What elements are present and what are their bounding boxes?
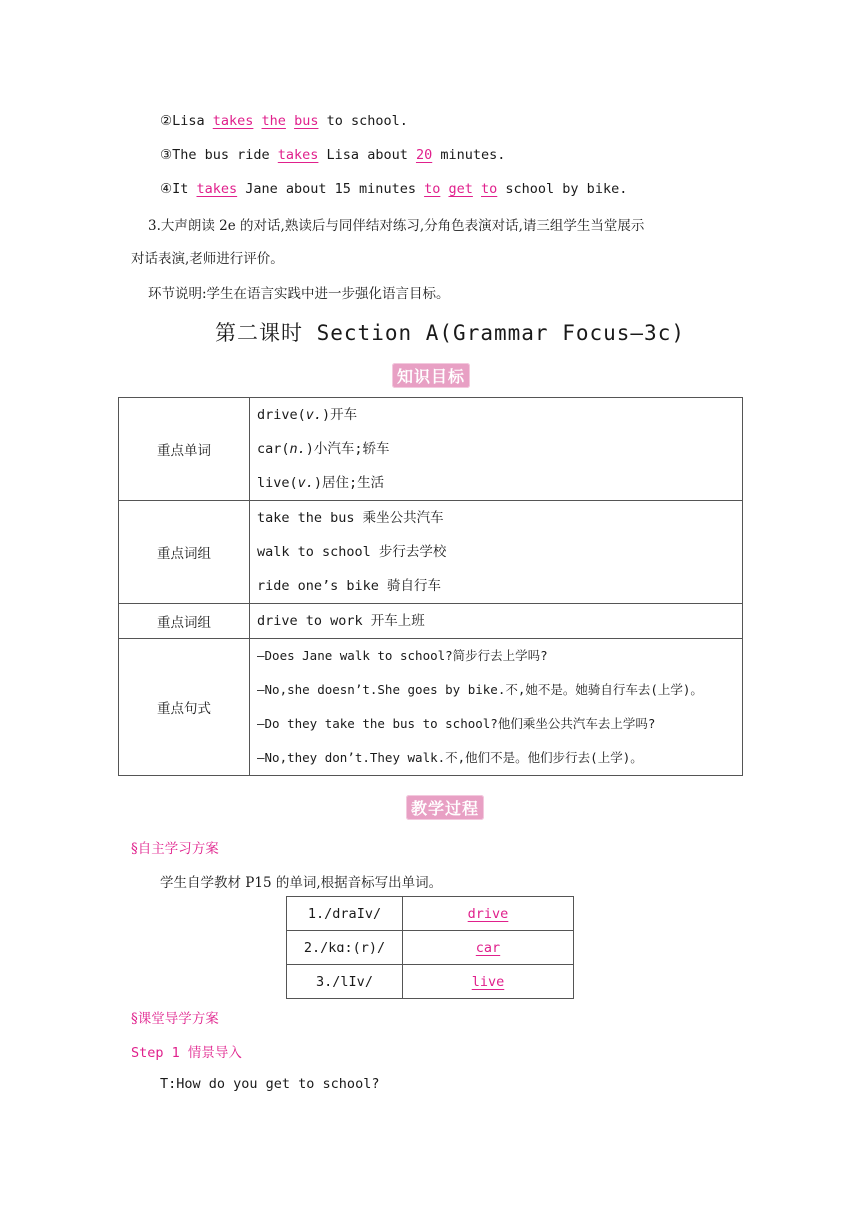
knowledge-goals-badge: 知识目标 xyxy=(392,363,470,388)
section-note: 环节说明:学生在语言实践中进一步强化语言目标。 xyxy=(148,286,450,302)
exercise-item-3: ③The bus ride takes Lisa about 20 minutes. xyxy=(160,147,506,163)
phonetic-cell: 1./draIv/ xyxy=(287,897,403,931)
row-values: take the bus 乘坐公共汽车 walk to school 步行去学校 ride one’s bike 骑自行车 xyxy=(250,501,743,604)
answer-blank: takes xyxy=(212,113,254,129)
table-row xyxy=(287,931,574,965)
exercise-item-2: ②Lisa takes the bus to school. xyxy=(160,113,408,129)
phonetic-cell: 3./lIv/ xyxy=(287,965,403,999)
answer-blank: to xyxy=(424,181,441,197)
answer-cell: car xyxy=(403,931,574,965)
table-row xyxy=(287,897,574,931)
answer-cell: drive xyxy=(403,897,574,931)
teacher-line: T:How do you get to school? xyxy=(160,1076,380,1092)
answer-blank: takes xyxy=(277,147,319,163)
answer-blank: takes xyxy=(196,181,238,197)
answer-blank: 20 xyxy=(415,147,433,163)
exercise-item-4: ④It takes Jane about 15 minutes to get to school by bike. xyxy=(160,181,628,197)
table-row xyxy=(119,398,743,501)
key-points-table xyxy=(118,397,743,776)
table-row xyxy=(287,965,574,999)
row-values: —Does Jane walk to school?简步行去上学吗? —No,she doesn’t.She goes by bike.不,她不是。她骑自行车去(上学)。 —Do they take the bus to school?他们乘坐公共汽车去上学吗? —No,they don’t.They walk.不,他们不是。他们步行去(上学)。 xyxy=(250,639,743,776)
row-key: 重点单词 xyxy=(119,398,250,501)
class-guide-heading: §课堂导学方案 xyxy=(131,1011,219,1027)
answer-blank: to xyxy=(481,181,498,197)
teaching-process-badge: 教学过程 xyxy=(406,795,484,820)
row-key: 重点词组 xyxy=(119,604,250,639)
lesson-title: 第二课时 Section A(Grammar Focus—3c) xyxy=(214,321,685,345)
self-study-intro: 学生自学教材 P15 的单词,根据音标写出单词。 xyxy=(160,875,443,891)
answer-cell: live xyxy=(403,965,574,999)
answer-blank: the xyxy=(261,113,286,129)
row-key: 重点句式 xyxy=(119,639,250,776)
row-key: 重点词组 xyxy=(119,501,250,604)
answer-blank: bus xyxy=(294,113,319,129)
table-row xyxy=(119,604,743,639)
table-row xyxy=(119,501,743,604)
row-values: drive(v.)开车 car(n.)小汽车;轿车 live(v.)居住;生活 xyxy=(250,398,743,501)
task-3-line-2: 对话表演,老师进行评价。 xyxy=(131,251,284,267)
phonetic-table xyxy=(286,896,574,999)
phonetic-cell: 2./kɑ:(r)/ xyxy=(287,931,403,965)
task-3-line-1: 3.大声朗读 2e 的对话,熟读后与同伴结对练习,分角色表演对话,请三组学生当堂展示 xyxy=(148,218,645,234)
self-study-heading: §自主学习方案 xyxy=(131,841,219,857)
table-row xyxy=(119,639,743,776)
step-1-heading: Step 1 情景导入 xyxy=(131,1045,242,1061)
answer-blank: get xyxy=(448,181,473,197)
row-values: drive to work 开车上班 xyxy=(250,604,743,639)
